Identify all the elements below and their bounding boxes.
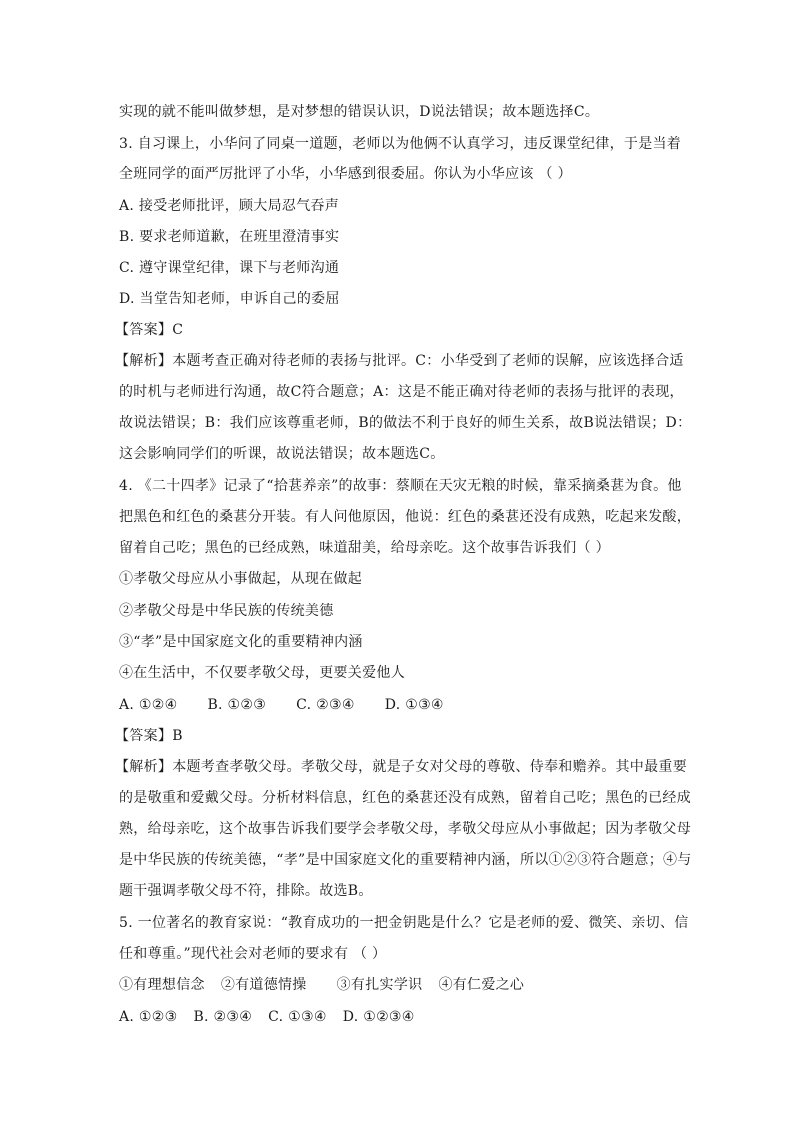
q3-explanation-line-3: 故说法错误；B：我们应该尊重老师，B的做法不利于良好的师生关系，故B说法错误；D： [119, 415, 692, 431]
q3-answer: 【答案】C [115, 322, 184, 338]
q4-stem-line-2: 把黑色和红色的桑葚分开装。有人问他原因，他说：红色的桑葚还没有成熟，吃起来发酸， [119, 509, 691, 525]
q4-option-c: C. ②③④ [296, 697, 355, 713]
q5-statement-4: ④有仁爱之心 [438, 977, 525, 993]
q4-stem-line-1: 4. 《二十四孝》记录了“拾葚养亲”的故事：蔡顺在天灾无粮的时候，靠采摘桑葚为食。他 [119, 478, 682, 494]
q4-statement-1: ①孝敬父母应从小事做起，从现在做起 [119, 571, 363, 587]
q4-statement-3: ③“孝”是中国家庭文化的重要精神内涵 [119, 634, 363, 650]
q4-option-d: D. ①③④ [384, 697, 444, 713]
q3-option-c: C. 遵守课堂纪律，课下与老师沟通 [119, 260, 340, 276]
q5-statements [119, 975, 719, 995]
q4-explanation-line-5: 题干强调孝敬父母不符，排除。故选B。 [119, 883, 373, 899]
q5-statement-3: ③有扎实学识 [336, 977, 423, 993]
q5-stem-line-1: 5. 一位著名的教育家说：“教育成功的一把金钥匙是什么？它是老师的爱、微笑、亲切、信 [119, 915, 689, 931]
q3-option-d: D. 当堂告知老师，申诉自己的委屈 [119, 291, 340, 307]
q3-explanation-line-4: 这会影响同学们的听课，故说法错误；故本题选C。 [119, 446, 445, 462]
q4-statement-4: ④在生活中，不仅要孝敬父母，更要关爱他人 [119, 665, 405, 681]
q3-stem-line-2: 全班同学的面严厉批评了小华，小华感到很委屈。你认为小华应该 （ ） [119, 166, 572, 182]
q5-option-d: D. ①②③④ [342, 1009, 415, 1025]
q4-explanation-line-3: 熟，给母亲吃，这个故事告诉我们要学会孝敬父母，孝敬父母应从小事做起；因为孝敬父母 [119, 821, 691, 837]
q5-stem-line-2: 任和尊重。”现代社会对老师的要求有 （ ） [119, 946, 387, 962]
q3-explanation-line-2: 的时机与老师进行沟通，故C符合题意；A：这是不能正确对待老师的表扬与批评的表现， [119, 384, 684, 400]
q3-option-b: B. 要求老师道歉，在班里澄清事实 [119, 229, 340, 245]
q5-option-a: A. ①②③ [119, 1009, 178, 1025]
q4-options [119, 695, 719, 715]
q5-statement-2: ②有道德情操 [220, 977, 307, 993]
q4-option-a: A. ①②④ [119, 697, 178, 713]
q4-explanation-line-2: 的是敬重和爱戴父母。分析材料信息，红色的桑葚还没有成熟，留着自己吃；黑色的已经成 [119, 790, 691, 806]
q3-option-a: A. 接受老师批评，顾大局忍气吞声 [119, 198, 340, 214]
q3-explanation-line-1: 【解析】本题考查正确对待老师的表扬与批评。C：小华受到了老师的误解，应该选择合适 [115, 353, 684, 369]
q2-explanation-tail: 实现的就不能叫做梦想，是对梦想的错误认识，D说法错误；故本题选择C。 [119, 104, 600, 120]
q4-stem-line-3: 留着自己吃；黑色的已经成熟，味道甜美，给母亲吃。这个故事告诉我们（ ） [119, 540, 610, 556]
q4-explanation-line-1: 【解析】本题考查孝敬父母。孝敬父母，就是子女对父母的尊敬、侍奉和赡养。其中最重要 [115, 759, 687, 775]
q5-option-c: C. ①③④ [268, 1009, 327, 1025]
q5-options [119, 1007, 719, 1027]
q4-option-b: B. ①②③ [207, 697, 267, 713]
q3-stem-line-1: 3. 自习课上，小华问了同桌一道题，老师以为他俩不认真学习，违反课堂纪律，于是当着 [119, 136, 682, 152]
q5-option-b: B. ②③④ [193, 1009, 253, 1025]
q5-statement-1: ①有理想信念 [119, 977, 205, 993]
q4-statement-2: ②孝敬父母是中华民族的传统美德 [119, 603, 334, 619]
q4-answer: 【答案】B [115, 728, 183, 744]
q4-explanation-line-4: 是中华民族的传统美德，“孝”是中国家庭文化的重要精神内涵，所以①②③符合题意；④与 [119, 852, 692, 868]
